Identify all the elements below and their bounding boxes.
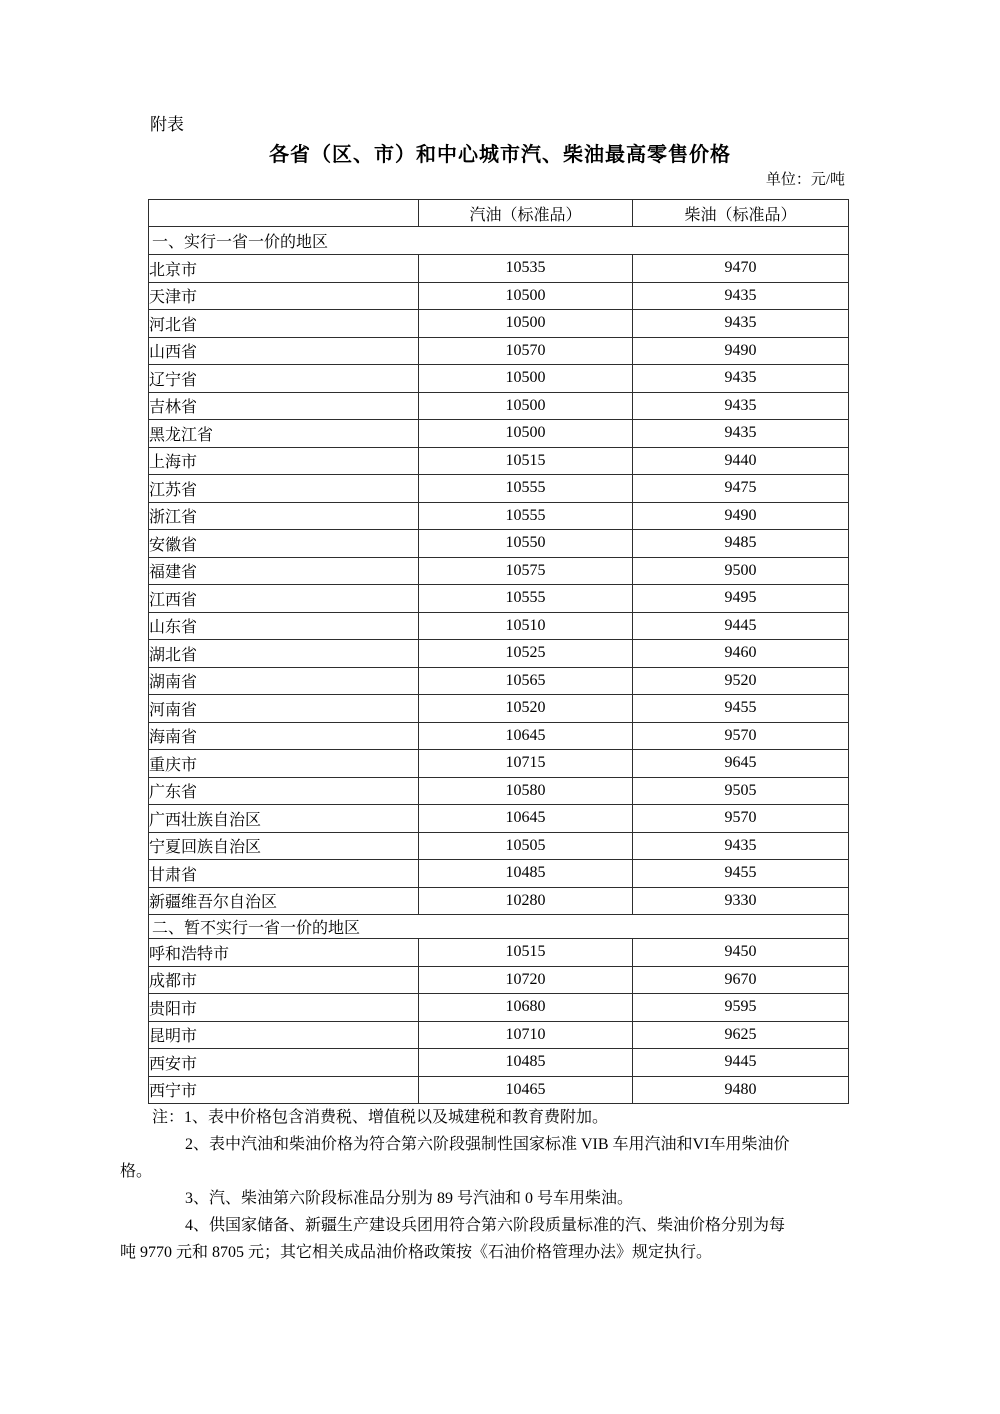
- table-row: [149, 722, 849, 750]
- region-cell: 成都市: [149, 966, 419, 994]
- diesel-price-cell: 9435: [633, 420, 849, 448]
- page-title: 各省（区、市）和中心城市汽、柴油最高零售价格: [269, 144, 731, 166]
- diesel-price-cell: 9455: [633, 695, 849, 723]
- region-cell: 西安市: [149, 1049, 419, 1077]
- diesel-price-cell: 9670: [633, 966, 849, 994]
- table-row: [149, 365, 849, 393]
- diesel-price-cell: 9500: [633, 557, 849, 585]
- table-row: [149, 585, 849, 613]
- region-cell: 广东省: [149, 777, 419, 805]
- region-cell: 福建省: [149, 557, 419, 585]
- diesel-price-cell: 9625: [633, 1021, 849, 1049]
- gasoline-price-cell: 10500: [419, 310, 633, 338]
- diesel-price-cell: 9330: [633, 887, 849, 915]
- table-row: [149, 282, 849, 310]
- gasoline-price-cell: 10505: [419, 832, 633, 860]
- table-row: [149, 695, 849, 723]
- region-cell: 海南省: [149, 722, 419, 750]
- gasoline-price-cell: 10710: [419, 1021, 633, 1049]
- gasoline-price-cell: 10645: [419, 722, 633, 750]
- region-cell: 上海市: [149, 447, 419, 475]
- diesel-price-cell: 9480: [633, 1076, 849, 1104]
- region-cell: 山西省: [149, 337, 419, 365]
- section-header-row: [149, 915, 849, 939]
- region-cell: 新疆维吾尔自治区: [149, 887, 419, 915]
- diesel-price-cell: 9455: [633, 860, 849, 888]
- diesel-price-cell: 9460: [633, 640, 849, 668]
- region-cell: 浙江省: [149, 502, 419, 530]
- diesel-price-cell: 9435: [633, 365, 849, 393]
- region-cell: 辽宁省: [149, 365, 419, 393]
- table-row: [149, 420, 849, 448]
- region-cell: 重庆市: [149, 750, 419, 778]
- region-cell: 广西壮族自治区: [149, 805, 419, 833]
- table-row: [149, 750, 849, 778]
- gasoline-price-cell: 10515: [419, 939, 633, 967]
- gasoline-price-cell: 10280: [419, 887, 633, 915]
- diesel-price-cell: 9505: [633, 777, 849, 805]
- gasoline-price-cell: 10570: [419, 337, 633, 365]
- diesel-price-cell: 9435: [633, 282, 849, 310]
- section-header-row: [149, 227, 849, 255]
- note-line-4-continued: 吨 9770 元和 8705 元；其它相关成品油价格政策按《石油价格管理办法》规定执行。: [120, 1244, 713, 1261]
- region-cell: 河南省: [149, 695, 419, 723]
- region-cell: 江西省: [149, 585, 419, 613]
- diesel-price-cell: 9595: [633, 994, 849, 1022]
- region-cell: 吉林省: [149, 392, 419, 420]
- note-line-3: 3、汽、柴油第六阶段标准品分别为 89 号汽油和 0 号车用柴油。: [185, 1190, 634, 1207]
- section-header: 一、实行一省一价的地区: [149, 227, 849, 255]
- diesel-price-cell: 9570: [633, 722, 849, 750]
- region-cell: 贵阳市: [149, 994, 419, 1022]
- table-row: [149, 805, 849, 833]
- diesel-price-cell: 9470: [633, 255, 849, 283]
- diesel-column-header: 柴油（标准品）: [633, 200, 849, 227]
- table-row: [149, 832, 849, 860]
- table-row: [149, 310, 849, 338]
- table-row: [149, 1021, 849, 1049]
- gasoline-price-cell: 10535: [419, 255, 633, 283]
- table-row: [149, 1049, 849, 1077]
- gasoline-price-cell: 10465: [419, 1076, 633, 1104]
- table-row: [149, 939, 849, 967]
- diesel-price-cell: 9570: [633, 805, 849, 833]
- diesel-price-cell: 9435: [633, 832, 849, 860]
- table-row: [149, 966, 849, 994]
- gasoline-price-cell: 10485: [419, 1049, 633, 1077]
- table-row: [149, 530, 849, 558]
- gasoline-price-cell: 10680: [419, 994, 633, 1022]
- diesel-price-cell: 9450: [633, 939, 849, 967]
- diesel-price-cell: 9475: [633, 475, 849, 503]
- gasoline-price-cell: 10500: [419, 392, 633, 420]
- section-header: 二、暂不实行一省一价的地区: [149, 915, 849, 939]
- region-cell: 江苏省: [149, 475, 419, 503]
- table-row: [149, 447, 849, 475]
- region-cell: 湖南省: [149, 667, 419, 695]
- gasoline-price-cell: 10550: [419, 530, 633, 558]
- unit-label: 单位：元/吨: [765, 172, 845, 188]
- gasoline-price-cell: 10500: [419, 365, 633, 393]
- region-cell: 呼和浩特市: [149, 939, 419, 967]
- gasoline-price-cell: 10565: [419, 667, 633, 695]
- annex-label: 附表: [150, 115, 184, 134]
- gasoline-price-cell: 10715: [419, 750, 633, 778]
- table-header-row: [149, 200, 849, 227]
- gasoline-price-cell: 10580: [419, 777, 633, 805]
- gasoline-price-cell: 10720: [419, 966, 633, 994]
- gasoline-price-cell: 10510: [419, 612, 633, 640]
- region-cell: 甘肃省: [149, 860, 419, 888]
- region-cell: 昆明市: [149, 1021, 419, 1049]
- table-row: [149, 502, 849, 530]
- table-row: [149, 667, 849, 695]
- diesel-price-cell: 9490: [633, 502, 849, 530]
- gasoline-price-cell: 10500: [419, 420, 633, 448]
- table-row: [149, 557, 849, 585]
- diesel-price-cell: 9440: [633, 447, 849, 475]
- gasoline-column-header: 汽油（标准品）: [419, 200, 633, 227]
- diesel-price-cell: 9490: [633, 337, 849, 365]
- table-row: [149, 392, 849, 420]
- gasoline-price-cell: 10485: [419, 860, 633, 888]
- gasoline-price-cell: 10515: [419, 447, 633, 475]
- region-cell: 黑龙江省: [149, 420, 419, 448]
- diesel-price-cell: 9495: [633, 585, 849, 613]
- note-line-2: 2、表中汽油和柴油价格为符合第六阶段强制性国家标准 VIB 车用汽油和VI车用柴油价: [185, 1136, 790, 1153]
- table-row: [149, 1076, 849, 1104]
- diesel-price-cell: 9445: [633, 1049, 849, 1077]
- gasoline-price-cell: 10525: [419, 640, 633, 668]
- region-column-header: [149, 200, 419, 227]
- gasoline-price-cell: 10555: [419, 502, 633, 530]
- table-row: [149, 887, 849, 915]
- price-table: [148, 199, 849, 1104]
- table-row: [149, 860, 849, 888]
- note-line-1: 注：1、表中价格包含消费税、增值税以及城建税和教育费附加。: [152, 1109, 609, 1126]
- diesel-price-cell: 9485: [633, 530, 849, 558]
- diesel-price-cell: 9645: [633, 750, 849, 778]
- diesel-price-cell: 9435: [633, 310, 849, 338]
- region-cell: 北京市: [149, 255, 419, 283]
- gasoline-price-cell: 10575: [419, 557, 633, 585]
- table-row: [149, 337, 849, 365]
- region-cell: 山东省: [149, 612, 419, 640]
- gasoline-price-cell: 10500: [419, 282, 633, 310]
- region-cell: 宁夏回族自治区: [149, 832, 419, 860]
- region-cell: 河北省: [149, 310, 419, 338]
- note-line-2-continued: 格。: [120, 1163, 153, 1180]
- gasoline-price-cell: 10555: [419, 475, 633, 503]
- table-row: [149, 612, 849, 640]
- region-cell: 天津市: [149, 282, 419, 310]
- notes-block: [120, 1104, 886, 1266]
- region-cell: 西宁市: [149, 1076, 419, 1104]
- diesel-price-cell: 9445: [633, 612, 849, 640]
- table-row: [149, 640, 849, 668]
- region-cell: 湖北省: [149, 640, 419, 668]
- region-cell: 安徽省: [149, 530, 419, 558]
- table-row: [149, 255, 849, 283]
- note-line-4: 4、供国家储备、新疆生产建设兵团用符合第六阶段质量标准的汽、柴油价格分别为每: [185, 1217, 786, 1234]
- diesel-price-cell: 9520: [633, 667, 849, 695]
- table-row: [149, 994, 849, 1022]
- gasoline-price-cell: 10645: [419, 805, 633, 833]
- diesel-price-cell: 9435: [633, 392, 849, 420]
- gasoline-price-cell: 10520: [419, 695, 633, 723]
- table-row: [149, 777, 849, 805]
- table-row: [149, 475, 849, 503]
- gasoline-price-cell: 10555: [419, 585, 633, 613]
